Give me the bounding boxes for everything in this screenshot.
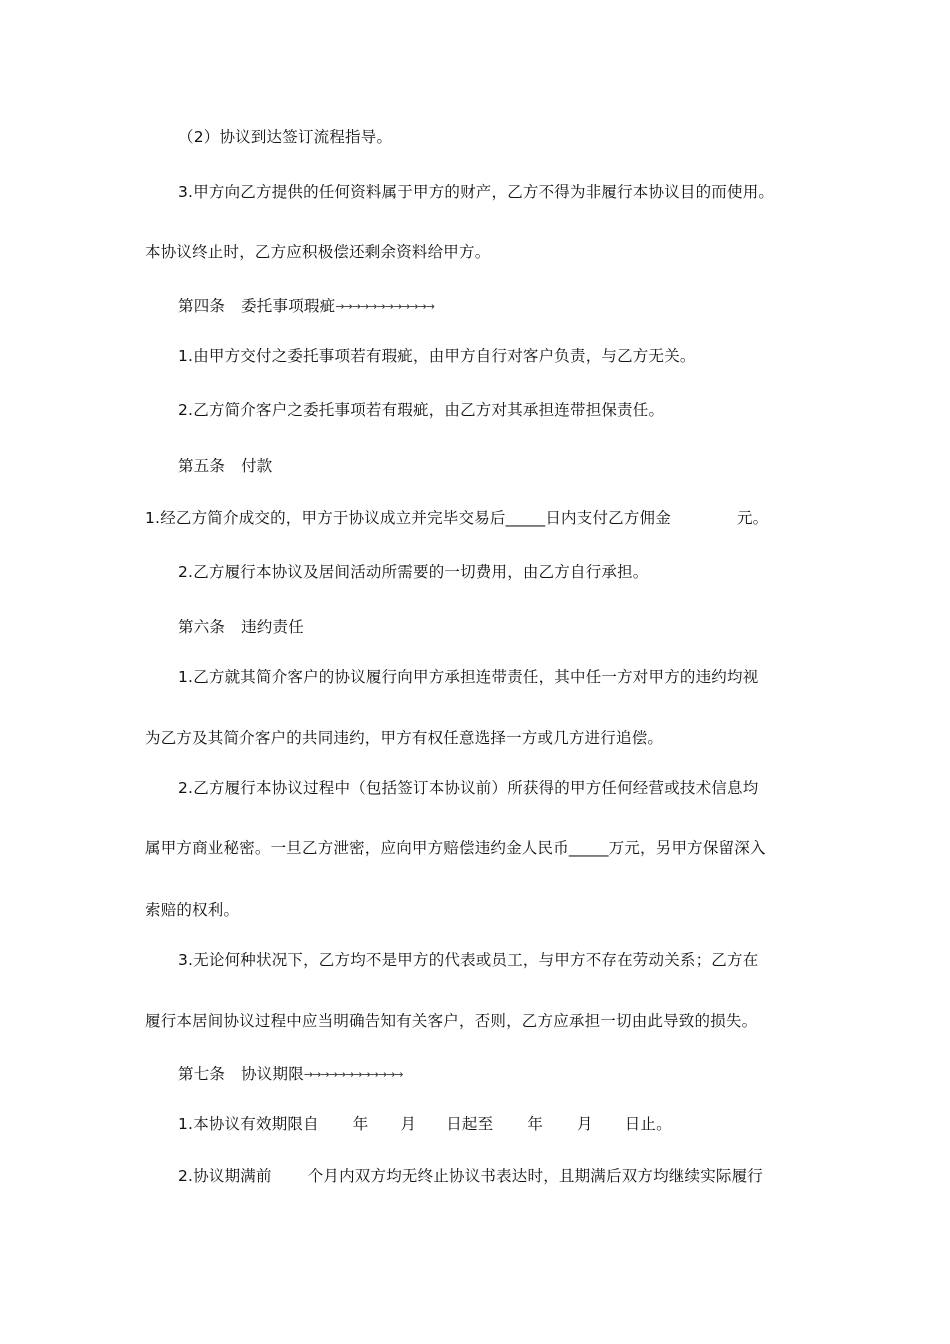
section-number: 第七条 [178,1065,226,1083]
section-title: 协议期限 [241,1065,304,1083]
paragraph-line: 履行本居间协议过程中应当明确告知有关客户，否则，乙方应承担一切由此导致的损失。 [145,1012,758,1030]
tab-arrow-marks: →→→→→→→→→→→→ [303,1067,403,1081]
section-heading-6 [178,617,304,637]
paragraph-line: 2.乙方履行本协议及居间活动所需要的一切费用，由乙方自行承担。 [178,563,649,581]
start-year-label: 年 [352,1115,369,1133]
paragraph-line: 2.乙方履行本协议过程中（包括签订本协议前）所获得的甲方任何经营或技术信息均 [178,779,759,797]
paragraph-line: 属甲方商业秘密。一旦乙方泄密，应向甲方赔偿违约金人民币_____万元，另甲方保留深入 [145,839,766,857]
paragraph-line [178,1166,763,1186]
paragraph-line: 2.乙方简介客户之委托事项若有瑕疵，由乙方对其承担连带担保责任。 [178,401,665,419]
paragraph-line [145,508,768,528]
section-heading-5 [178,456,273,476]
section-title: 付款 [241,457,273,475]
start-day-label: 日起至 [446,1115,494,1133]
payment-unit: 元。 [736,509,769,527]
renewal-clause-start: 2.协议期满前 [178,1167,272,1185]
section-number: 第六条 [178,618,226,636]
paragraph-line: 为乙方及其简介客户的共同违约，甲方有权任意选择一方或几方进行追偿。 [145,729,664,747]
renewal-clause-rest: 个月内双方均无终止协议书表达时，且期满后双方均继续实际履行 [307,1167,764,1185]
section-heading-7 [178,1064,403,1085]
tab-arrow-marks: →→→→→→→→→→→→ [335,299,434,313]
paragraph-line: 索赔的权利。 [145,901,240,919]
paragraph-line: 1.由甲方交付之委托事项若有瑕疵，由甲方自行对客户负责，与乙方无关。 [178,347,696,365]
start-month-label: 月 [400,1115,417,1133]
section-heading-4 [178,296,434,317]
paragraph-line: 1.乙方就其简介客户的协议履行向甲方承担连带责任，其中任一方对甲方的违约均视 [178,668,759,686]
section-title: 违约责任 [241,618,304,636]
section-title: 委托事项瑕疵 [241,297,336,315]
payment-clause: 1.经乙方简介成交的，甲方于协议成立并完毕交易后_____日内支付乙方佣金 [145,509,671,527]
section-number: 第五条 [178,457,226,475]
end-day-label: 日止。 [624,1115,672,1133]
paragraph-line: 3.甲方向乙方提供的任何资料属于甲方的财产，乙方不得为非履行本协议目的而使用。 [178,183,775,201]
term-period-line [178,1114,672,1134]
term-start-label: 1.本协议有效期限自 [178,1115,319,1133]
paragraph-line: （2）协议到达签订流程指导。 [178,128,393,146]
end-year-label: 年 [527,1115,544,1133]
paragraph-line: 本协议终止时，乙方应积极偿还剩余资料给甲方。 [145,243,491,261]
end-month-label: 月 [577,1115,593,1133]
section-number: 第四条 [178,297,226,315]
paragraph-line: 3.无论何种状况下，乙方均不是甲方的代表或员工，与甲方不存在劳动关系；乙方在 [178,951,759,969]
